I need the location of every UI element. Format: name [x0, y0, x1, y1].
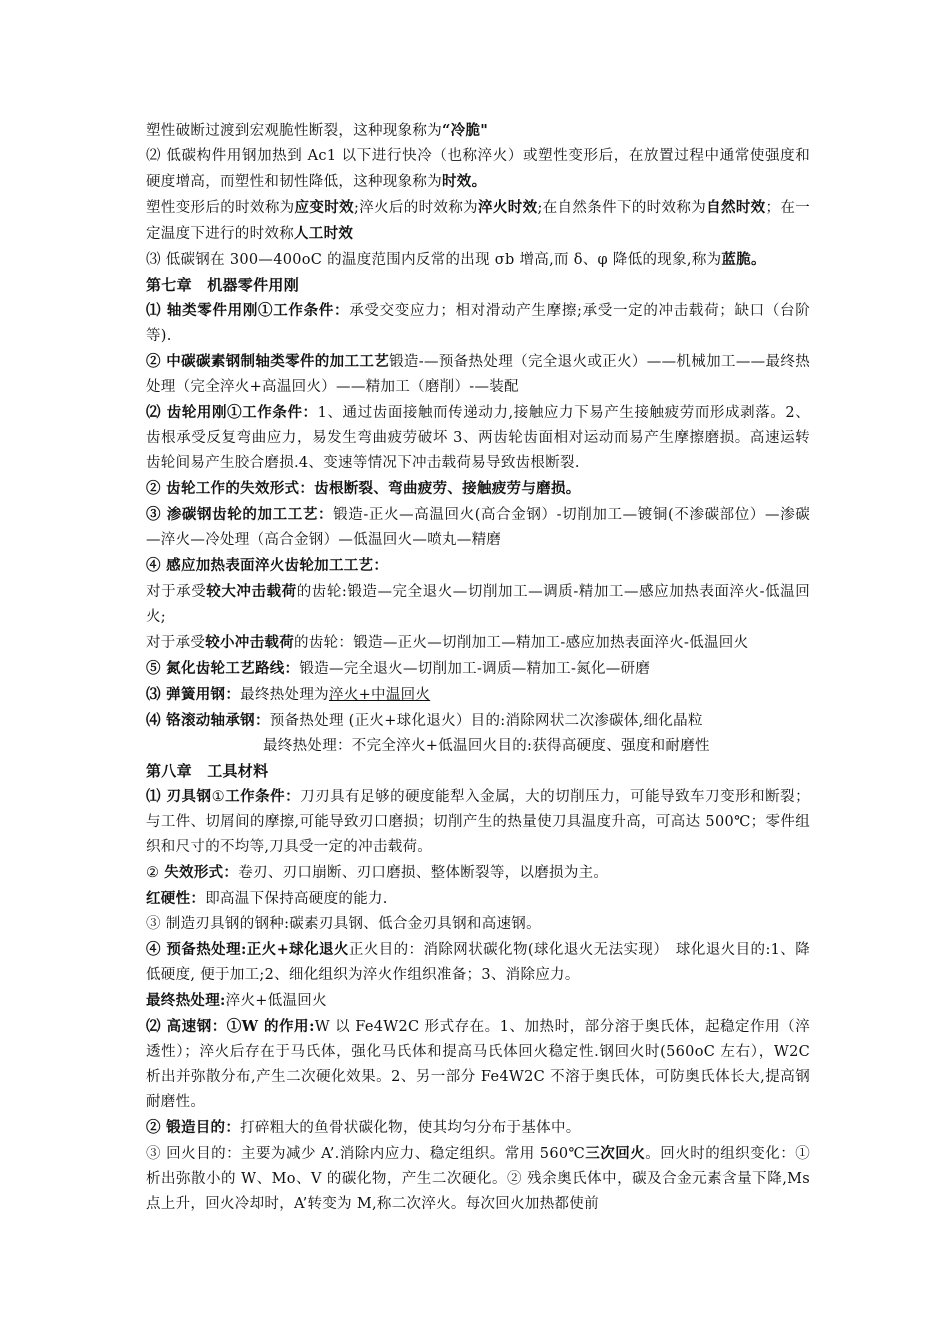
- bold-text-run: ⑵ 高速钢：①W 的作用:: [146, 1018, 315, 1035]
- text-run: 塑性变形后的时效称为: [146, 200, 295, 216]
- text-run: 锻造-—预备热处理（完全退火或正火）——机械加工——最终热处理（完全淬火+高温回火）——精加工（磨削）-—装配: [146, 354, 810, 395]
- text-run: 最终热处理：不完全淬火+低温回火目的:获得高硬度、强度和耐磨性: [263, 738, 710, 754]
- bold-text-run: 蓝脆。: [721, 251, 766, 268]
- bold-text-run: 第七章 机器零件用刚: [146, 276, 300, 294]
- text-run: ;在自然条件下的时效称为: [537, 200, 707, 216]
- paragraph-small-impact: [146, 630, 810, 656]
- text-run: 的齿轮:锻造—完全退火—切削加工—调质-精加工—感应加热表面淬火-低温回火;: [146, 584, 811, 625]
- text-run: 对于承受: [146, 584, 207, 600]
- paragraph-blue-brittleness: [146, 247, 810, 273]
- bold-text-run: ④ 预备热处理:正火+球化退火: [146, 941, 349, 958]
- paragraph-spring-steel: [146, 682, 810, 708]
- paragraph-nitrided-gear: [146, 656, 810, 682]
- bold-text-run: “冷脆": [442, 122, 489, 139]
- bold-text-run: 失效形式：: [164, 864, 239, 881]
- paragraph-large-impact: [146, 579, 810, 630]
- bold-text-run: ⑶ 弹簧用钢：: [146, 686, 241, 703]
- text-run: W 以 Fe4W2C 形式存在。1、加热时，部分溶于奥氏体，起稳定作用（淬透性）；淬火后存在于马氏体，强化马氏体和提高马氏体回火稳定性.钢回火时(560oC 左右），W2C 析出并弥散分布,产生二次硬化效果。2、另一部分 Fe4W2C 不溶于奥氏体，可防奥氏体长大,提高钢耐磨性。: [146, 1019, 810, 1110]
- text-run: 的齿轮：锻造—正火—切削加工—精加工-感应加热表面淬火-低温回火: [294, 635, 749, 651]
- text-run: 即高温下保持高硬度的能力.: [205, 891, 388, 907]
- paragraph-aging-types: [146, 195, 810, 247]
- bold-text-run: ⑵ 齿轮用刚①工作条件：: [146, 404, 318, 421]
- paragraph-cutting-tool-conditions: [146, 784, 810, 860]
- bold-text-run: 淬火时效: [478, 199, 538, 216]
- text-run: ③ 回火目的：主要为减少 A’.消除内应力、稳定组织。常用 560℃: [146, 1146, 586, 1162]
- bold-text-run: ② 中碳碳素钢制轴类零件的加工工艺: [146, 353, 390, 370]
- paragraph-forging-purpose: [146, 1115, 810, 1141]
- text-run: 1、通过齿面接触而传递动力,接触应力下易产生接触疲劳而形成剥落。2、齿根承受反复弯曲应力，易发生弯曲疲劳破坏 3、两齿轮齿面相对运动而易产生摩擦磨损。高速运转齿轮间易产生胶合磨损.4、变速等情况下冲击载荷易导致齿根断裂.: [146, 405, 810, 471]
- paragraph-induction-gear-title: [146, 553, 810, 579]
- bold-text-run: 三次回火: [585, 1145, 646, 1162]
- paragraph-bearing-steel-final: [146, 734, 810, 759]
- chapter-8-heading: [146, 759, 810, 784]
- bold-text-run: 工作条件：: [225, 788, 301, 805]
- text-run: 预备热处理 (正火+球化退火）目的:消除网状二次渗碳体,细化晶粒: [269, 713, 703, 729]
- underlined-text-run: 淬火+中温回火: [328, 687, 431, 703]
- text-run: 淬火+低温回火: [225, 993, 327, 1009]
- text-run: ；在一定温度下进行的时效称: [146, 200, 811, 242]
- bold-text-run: 红硬性：: [146, 890, 206, 907]
- bold-text-run: ⑴ 刃具钢: [146, 788, 212, 805]
- bold-text-run: 较大冲击载荷: [206, 583, 297, 600]
- paragraph-high-speed-steel: [146, 1014, 810, 1115]
- text-run: 锻造-正火—高温回火(高合金钢）-切削加工—镀铜(不渗碳部位）—渗碳—淬火—冷处理（高合金钢）—低温回火—喷丸—精磨: [146, 507, 811, 548]
- text-run: 对于承受: [146, 635, 206, 651]
- bold-text-run: ② 齿轮工作的失效形式：齿根断裂、弯曲疲劳、接触疲劳与磨损。: [146, 480, 581, 497]
- paragraph-tempering-purpose: [146, 1141, 810, 1217]
- text-run: ;淬火后的时效称为: [353, 200, 479, 216]
- bold-text-run: 第八章 工具材料: [146, 762, 269, 780]
- bold-text-run: 时效。: [442, 173, 487, 190]
- paragraph-red-hardness: [146, 886, 810, 912]
- text-run: 承受交变应力；相对滑动产生摩擦;承受一定的冲击载荷；缺口（台阶等).: [146, 303, 811, 344]
- bold-text-run: 人工时效: [294, 225, 354, 242]
- bold-text-run: 较小冲击载荷: [205, 634, 295, 651]
- paragraph-steel-types: [146, 912, 810, 937]
- bold-text-run: 最终热处理:: [146, 992, 226, 1009]
- text-run: ②: [146, 865, 165, 881]
- text-run: 刀刃具有足够的硬度能犁入金属，大的切削压力，可能导致车刀变形和断裂；与工件、切屑间的摩擦,可能导致刃口磨损；切削产生的热量使刀具温度升高，可高达 500℃；零件组织和尺寸的不均等,刀具受一定的冲击载荷。: [146, 789, 810, 855]
- paragraph-final-heat-treatment: [146, 988, 810, 1014]
- text-run: ①: [211, 789, 226, 805]
- paragraph-failure-modes: [146, 860, 810, 886]
- bold-text-run: ⑤ 氮化齿轮工艺路线：: [146, 660, 300, 677]
- paragraph-pre-heat-treatment: [146, 937, 810, 988]
- text-run: 卷刃、刃口崩断、刃口磨损、整体断裂等，以磨损为主。: [238, 865, 609, 881]
- bold-text-run: ② 锻造目的：: [146, 1119, 241, 1136]
- text-run: 打碎粗大的鱼骨状碳化物，使其均匀分布于基体中。: [240, 1120, 581, 1136]
- text-run: 。回火时的组织变化：① 析出弥散小的 W、Mo、V 的碳化物，产生二次硬化。② 残余奥氏体中，碳及合金元素含量下降,Ms 点上升，回火冷却时，A’转变为 M,称二次淬火。每次回火加热都使前: [146, 1146, 810, 1212]
- bold-text-run: ④ 感应加热表面淬火齿轮加工工艺：: [146, 557, 389, 574]
- text-run: ⑶ 低碳钢在 300—400oC 的温度范围内反常的出现 σb 增高,而 δ、φ 降低的现象,称为: [146, 252, 722, 268]
- paragraph-bearing-steel-pre: [146, 708, 810, 734]
- bold-text-run: ⑴ 轴类零件用刚①工作条件：: [146, 302, 350, 319]
- bold-text-run: ⑷ 铬滚动轴承钢：: [146, 712, 270, 729]
- paragraph-gear-failure: [146, 476, 810, 502]
- paragraph-gear-conditions: [146, 400, 810, 476]
- paragraph-aging: [146, 144, 810, 195]
- paragraph-shaft-conditions: [146, 298, 810, 349]
- paragraph-carburized-gear: [146, 502, 810, 553]
- text-run: 正火目的：消除网状碳化物(球化退火无法实现） 球化退火目的:1、降低硬度, 便于加工;2、细化组织为淬火作组织准备；3、消除应力。: [146, 942, 810, 983]
- text-run: ⑵ 低碳构件用钢加热到 Ac1 以下进行快冷（也称淬火）或塑性变形后，在放置过程中通常使强度和硬度增高，而塑性和韧性降低，这种现象称为: [146, 148, 810, 190]
- paragraph-cold-brittleness: [146, 118, 810, 144]
- chapter-7-heading: [146, 273, 810, 298]
- text-run: 塑性破断过渡到宏观脆性断裂，这种现象称为: [146, 123, 442, 139]
- document-body: [146, 118, 810, 1217]
- bold-text-run: ③ 渗碳钢齿轮的加工工艺：: [146, 506, 334, 523]
- text-run: 最终热处理为: [240, 687, 329, 703]
- bold-text-run: 自然时效: [706, 199, 766, 216]
- paragraph-shaft-process: [146, 349, 810, 400]
- bold-text-run: 应变时效: [294, 199, 354, 216]
- text-run: ③ 制造刃具钢的钢种:碳素刃具钢、低合金刃具钢和高速钢。: [146, 916, 541, 932]
- text-run: 锻造—完全退火—切削加工-调质—精加工-氮化—研磨: [299, 661, 651, 677]
